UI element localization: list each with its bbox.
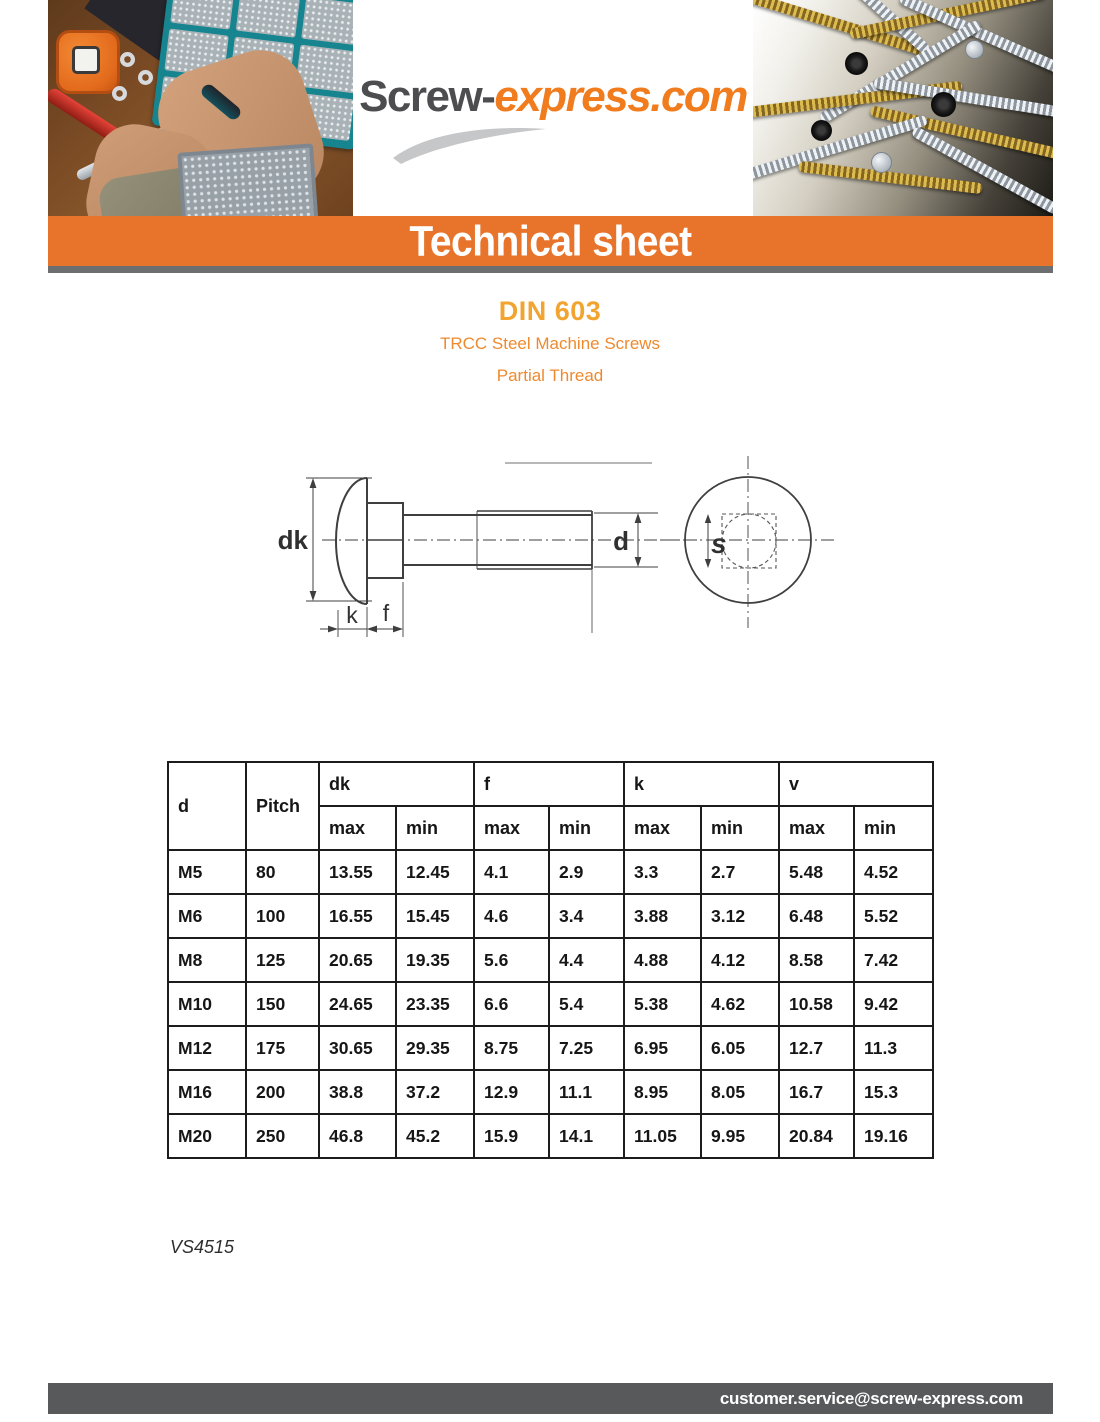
dim-label-f: f <box>382 600 390 626</box>
screws-pile-photo <box>753 0 1053 216</box>
photo-screw-head <box>871 152 892 173</box>
photo-screw-head <box>845 52 868 75</box>
thread-subtitle: Partial Thread <box>496 366 604 385</box>
table-cell: 4.4 <box>549 938 624 982</box>
table-row <box>168 938 933 982</box>
table-cell: 24.65 <box>319 982 396 1026</box>
table-cell: 6.05 <box>701 1026 779 1070</box>
table-cell: M5 <box>168 850 246 894</box>
table-cell: 38.8 <box>319 1070 396 1114</box>
table-cell: 15.3 <box>854 1070 933 1114</box>
col-header-d: d <box>168 762 246 850</box>
table-cell: 11.1 <box>549 1070 624 1114</box>
table-cell: 5.52 <box>854 894 933 938</box>
table-cell: 12.9 <box>474 1070 549 1114</box>
table-cell: M16 <box>168 1070 246 1114</box>
table-row <box>168 1026 933 1070</box>
table-cell: 6.48 <box>779 894 854 938</box>
col-header-pitch: Pitch <box>246 762 319 850</box>
col-header-v: v <box>779 762 933 806</box>
logo <box>353 72 753 122</box>
table-cell: 5.6 <box>474 938 549 982</box>
table-cell: 46.8 <box>319 1114 396 1158</box>
table-cell: 9.95 <box>701 1114 779 1158</box>
logo-text-orange: express.com <box>494 72 747 121</box>
spec-table <box>167 761 934 1159</box>
table-cell: 13.55 <box>319 850 396 894</box>
table-cell: 3.3 <box>624 850 701 894</box>
bolt-technical-drawing <box>275 438 955 673</box>
table-row <box>168 1070 933 1114</box>
table-cell: M10 <box>168 982 246 1026</box>
footer-bar <box>48 1383 1053 1414</box>
table-cell: 20.65 <box>319 938 396 982</box>
table-cell: 16.7 <box>779 1070 854 1114</box>
table-cell: 80 <box>246 850 319 894</box>
table-cell: 15.45 <box>396 894 474 938</box>
col-header-k: k <box>624 762 779 806</box>
table-cell: 11.3 <box>854 1026 933 1070</box>
spec-table-body <box>168 850 933 1158</box>
table-cell: 4.62 <box>701 982 779 1026</box>
dim-label-d: d <box>613 526 629 556</box>
product-subtitle: TRCC Steel Machine Screws <box>439 334 661 353</box>
table-cell: 6.95 <box>624 1026 701 1070</box>
table-cell: M6 <box>168 894 246 938</box>
table-cell: 3.12 <box>701 894 779 938</box>
table-cell: 9.42 <box>854 982 933 1026</box>
table-cell: 250 <box>246 1114 319 1158</box>
subheader-max: max <box>624 806 701 850</box>
dim-label-s: s <box>711 528 727 559</box>
table-cell: 4.52 <box>854 850 933 894</box>
table-cell: 100 <box>246 894 319 938</box>
reference-code: VS4515 <box>170 1237 235 1257</box>
table-row <box>168 1114 933 1158</box>
banner-shadow-strip <box>48 266 1053 273</box>
dim-label-dk: dk <box>277 525 308 555</box>
table-cell: 30.65 <box>319 1026 396 1070</box>
table-cell: 19.16 <box>854 1114 933 1158</box>
subheader-min: min <box>854 806 933 850</box>
workbench-photo <box>48 0 353 216</box>
subheader-max: max <box>319 806 396 850</box>
table-cell: M20 <box>168 1114 246 1158</box>
table-cell: 6.6 <box>474 982 549 1026</box>
table-cell: 4.88 <box>624 938 701 982</box>
table-cell: 23.35 <box>396 982 474 1026</box>
photo-screw-head <box>811 120 832 141</box>
subheader-max: max <box>474 806 549 850</box>
table-cell: 20.84 <box>779 1114 854 1158</box>
table-cell: 14.1 <box>549 1114 624 1158</box>
table-cell: 4.1 <box>474 850 549 894</box>
table-cell: 5.48 <box>779 850 854 894</box>
table-cell: 5.38 <box>624 982 701 1026</box>
subheader-min: min <box>549 806 624 850</box>
table-cell: 15.9 <box>474 1114 549 1158</box>
subheader-max: max <box>779 806 854 850</box>
table-cell: 4.12 <box>701 938 779 982</box>
col-header-dk: dk <box>319 762 474 806</box>
table-cell: 11.05 <box>624 1114 701 1158</box>
photo-washer <box>112 86 127 101</box>
table-cell: 3.88 <box>624 894 701 938</box>
logo-swoosh <box>388 124 553 168</box>
photo-washer <box>138 70 153 85</box>
dim-label-k: k <box>346 602 358 628</box>
table-cell: 19.35 <box>396 938 474 982</box>
table-cell: 8.05 <box>701 1070 779 1114</box>
table-cell: 45.2 <box>396 1114 474 1158</box>
table-cell: 12.7 <box>779 1026 854 1070</box>
table-cell: 8.58 <box>779 938 854 982</box>
table-cell: 175 <box>246 1026 319 1070</box>
table-cell: M8 <box>168 938 246 982</box>
table-cell: 125 <box>246 938 319 982</box>
table-row <box>168 850 933 894</box>
table-cell: 16.55 <box>319 894 396 938</box>
table-cell: 150 <box>246 982 319 1026</box>
table-cell: 12.45 <box>396 850 474 894</box>
photo-washer <box>120 52 135 67</box>
subheader-min: min <box>396 806 474 850</box>
banner <box>48 216 1053 266</box>
table-row <box>168 894 933 938</box>
table-cell: 2.7 <box>701 850 779 894</box>
table-cell: 200 <box>246 1070 319 1114</box>
table-cell: 8.75 <box>474 1026 549 1070</box>
table-cell: 2.9 <box>549 850 624 894</box>
footer-email-link[interactable]: customer.service@screw-express.com <box>719 1389 1023 1408</box>
spec-table-head <box>168 762 933 850</box>
logo-text-gray: Screw- <box>359 72 495 121</box>
table-header-row <box>168 762 933 806</box>
table-cell: 10.58 <box>779 982 854 1026</box>
photo-screw-tray <box>177 143 318 216</box>
table-cell: 29.35 <box>396 1026 474 1070</box>
table-cell: 4.6 <box>474 894 549 938</box>
subheader-min: min <box>701 806 779 850</box>
table-cell: 7.25 <box>549 1026 624 1070</box>
table-cell: 7.42 <box>854 938 933 982</box>
col-header-f: f <box>474 762 624 806</box>
table-cell: 5.4 <box>549 982 624 1026</box>
table-row <box>168 982 933 1026</box>
table-cell: 37.2 <box>396 1070 474 1114</box>
banner-title: Technical sheet <box>409 217 692 265</box>
photo-screw-head <box>965 40 984 59</box>
table-cell: 8.95 <box>624 1070 701 1114</box>
photo-tape-measure-core <box>72 46 100 74</box>
photo-screw-head <box>931 92 956 117</box>
table-cell: M12 <box>168 1026 246 1070</box>
table-cell: 3.4 <box>549 894 624 938</box>
standard-title: DIN 603 <box>498 296 602 326</box>
